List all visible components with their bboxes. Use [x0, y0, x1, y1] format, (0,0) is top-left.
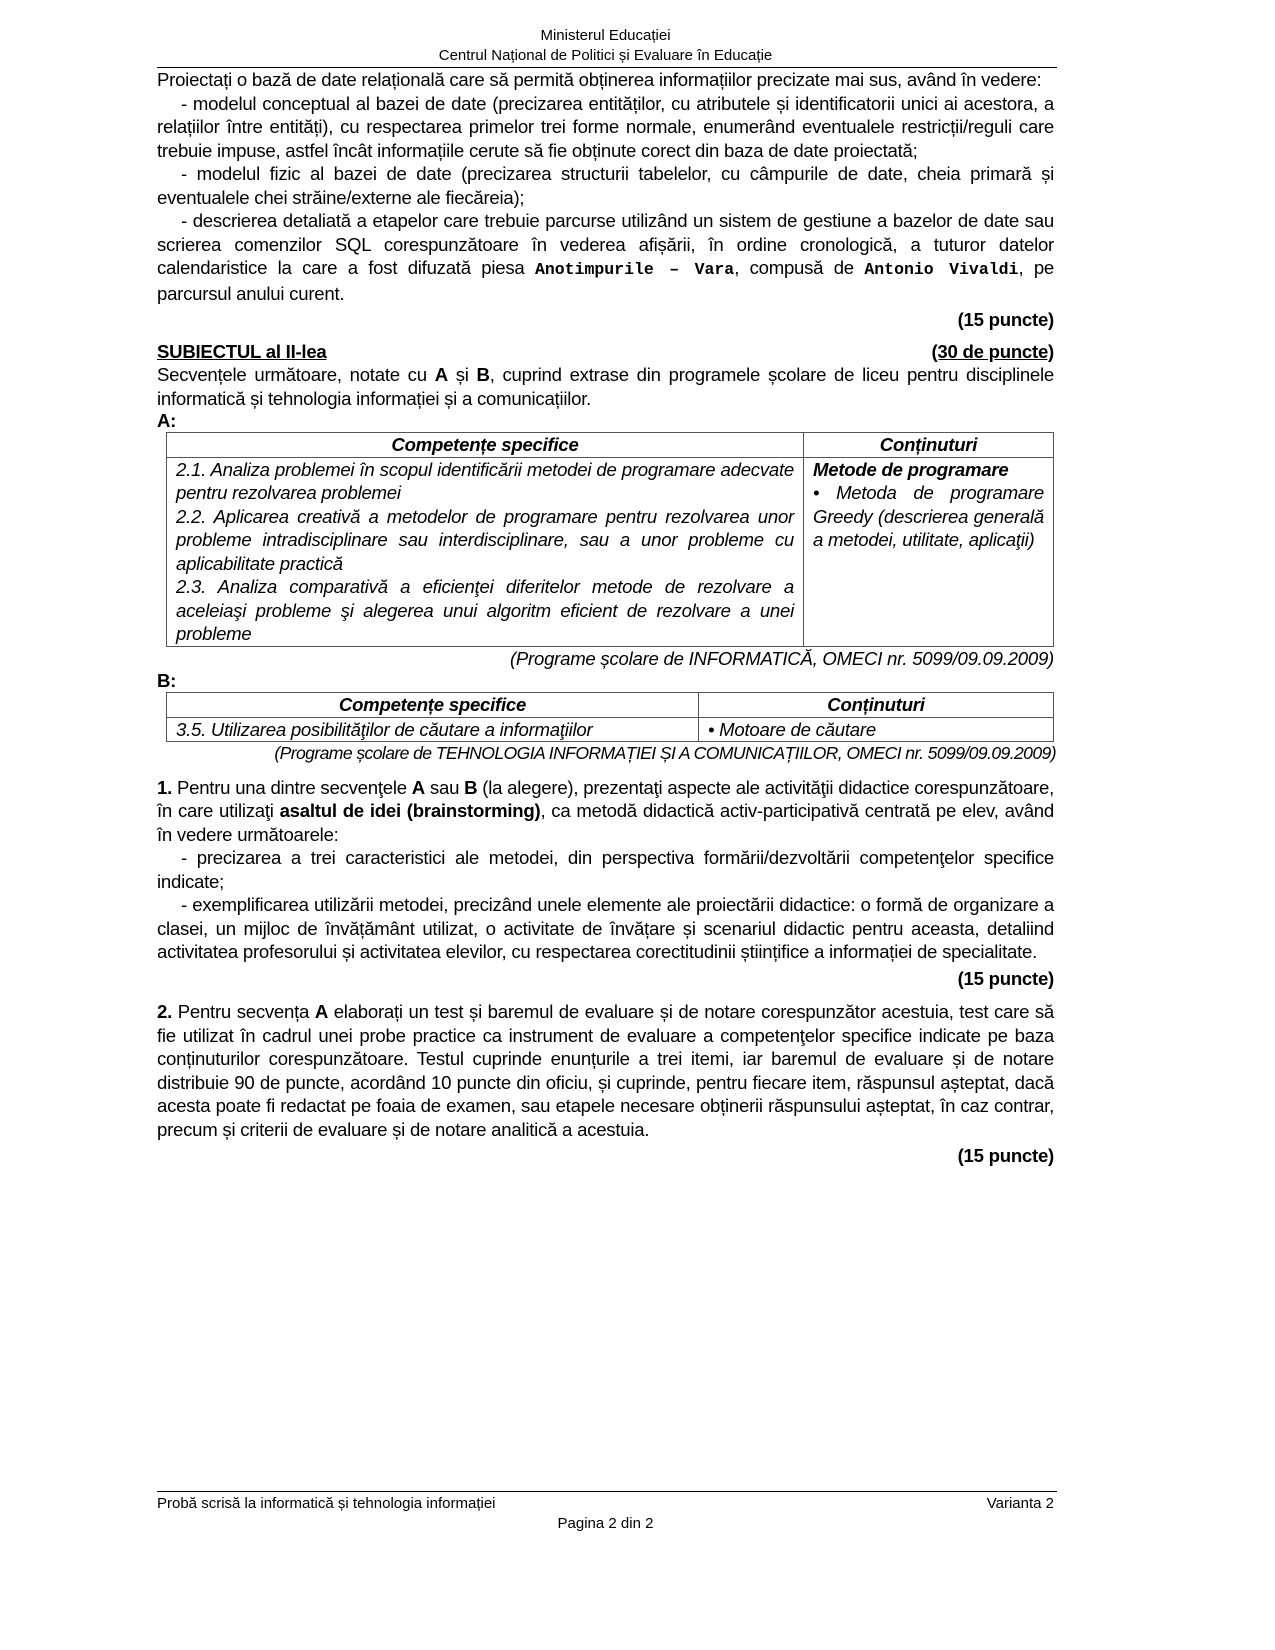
composer-name: Antonio Vivaldi	[864, 260, 1019, 279]
question-1-bullet: - exemplificarea utilizării metodei, precizând unele elemente ale proiectării didactice: o formă de organizare a clasei, un mijloc de învățământ utilizat, o activitate de învățare și scenariul didactic pentru aceasta, detaliind activitatea profesorului și activitatea elevilor, cu respectarea corectitudinii științifice a informației de specialitate.	[157, 894, 1054, 962]
variant: Varianta 2	[986, 1495, 1054, 1512]
page-number: Pagina 2 din 2	[557, 1515, 654, 1532]
points-label: (15 puncte)	[957, 309, 1054, 330]
sequence-b-table	[166, 692, 1054, 742]
content-cell: • Motoare de căutare	[699, 717, 1054, 742]
subject-title: SUBIECTUL al II-lea	[157, 340, 327, 362]
points-label: (15 puncte)	[957, 1145, 1054, 1166]
page-header	[157, 26, 1054, 66]
question-1-bullet: - precizarea a trei caracteristici ale metodei, din perspectiva formării/dezvoltării competenţelor specifice indicate;	[157, 847, 1054, 892]
ministry-name: Ministerul Educației	[540, 27, 671, 44]
competences-cell: 2.1. Analiza problemei în scopul identificării metodei de programare adecvate pentru rezolvarea problemei 2.2. Aplicarea creativă a metodelor de programare pentru rezolvarea unor probleme intradisciplinare sau interdisciplinare, sau a unor probleme cu aplicabilitate practică 2.3. Analiza comparativă a eficienţei diferitelor metode de rezolvare a aceleiaşi probleme şi alegerea unui algoritm eficient de rezolvare a unei probleme	[167, 457, 804, 646]
column-header: Competențe specifice	[167, 433, 804, 458]
requirement-sql: - descrierea detaliată a etapelor care trebuie parcurse utilizând un sistem de gestiune a bazelor de date sau scrierea comenzilor SQL corespunzătoare în vederea afișării, în ordine cronologică, a tuturor datelor calendaristice la care a fost difuzată piesa Anotimpurile – Vara, compusă de Antonio Vivaldi, pe parcursul anului curent.	[157, 210, 1055, 304]
source-b: (Programe școlare de TEHNOLOGIA INFORMAȚIEI ȘI A COMUNICAȚIILOR, OMECI nr. 5099/09.09.2009)	[274, 743, 1056, 763]
center-name: Centrul Național de Politici și Evaluare în Educație	[438, 47, 773, 64]
source-a: (Programe școlare de INFORMATICĂ, OMECI nr. 5099/09.09.2009)	[509, 647, 1054, 669]
question-2: 2. Pentru secvența A elaborați un test și baremul de evaluare și de notare corespunzător acestuia, test care să fie utilizat în cadrul unei probe practice ca instrument de evaluare a competenţelor specifice indicate pe baza conținuturilor corespunzătoare. Testul cuprinde enunțurile a trei itemi, iar baremul de evaluare și de notare distribuie 90 de puncte, acordând 10 puncte din oficiu, și cuprinde, pentru fiecare item, răspunsul așteptat, dacă acesta poate fi redactat pe foaia de examen, sau etapele necesare obținerii răspunsului așteptat, în caz contrar, precum și criterii de evaluare și de notare analitică a acestuia.	[157, 1001, 1054, 1140]
column-header: Conținuturi	[699, 693, 1054, 718]
requirement-conceptual: - modelul conceptual al bazei de date (precizarea entităților, cu atributele și identificatorii unici ai acestora, a relațiilor între entități), cu respectarea primelor trei forme normale, enumerând eventualele restricții/reguli care trebuie impuse, astfel încât informațiile cerute să fie obținute corect din baza de date proiectată;	[157, 92, 1054, 161]
subject-heading	[157, 340, 1054, 364]
footer-divider	[157, 1491, 1057, 1492]
column-header: Competențe specifice	[167, 693, 699, 718]
competence-cell: 3.5. Utilizarea posibilităţilor de căutare a informaţiilor	[167, 717, 699, 742]
exam-name: Probă scrisă la informatică și tehnologia informației	[157, 1495, 496, 1512]
requirement-physical: - modelul fizic al bazei de date (precizarea structurii tabelelor, cu câmpurile de date, cheia primară și eventualele chei străine/externe ale fiecăreia);	[157, 163, 1054, 208]
subject-intro: Secvențele următoare, notate cu A și B, cuprind extrase din programele școlare de liceu pentru disciplinele informatică și tehnologia informației și a comunicațiilor.	[157, 364, 1054, 409]
intro-paragraph: Proiectați o bază de date relațională care să permită obținerea informațiilor precizate mai sus, având în vedere:	[157, 69, 1042, 90]
page-footer	[157, 1494, 1054, 1534]
sequence-a-table	[166, 432, 1054, 647]
sequence-b-label: B:	[157, 670, 177, 691]
sequence-a-label: A:	[157, 410, 177, 431]
question-1: 1. Pentru una dintre secvenţele A sau B (la alegere), prezentaţi aspecte ale activităţii didactice corespunzătoare, în care utilizaţi asaltul de idei (brainstorming), ca metodă didactică activ-participativă centrată pe elev, având în vedere următoarele:	[157, 776, 1054, 845]
piece-name: Anotimpurile – Vara	[534, 260, 735, 279]
subject-points: (30 de puncte)	[931, 340, 1054, 362]
points-label: (15 puncte)	[957, 967, 1054, 989]
document-body	[157, 68, 1054, 1168]
contents-cell: Metode de programare • Metoda de programare Greedy (descrierea generală a metodei, utilitate, aplicaţii)	[804, 457, 1054, 646]
column-header: Conținuturi	[804, 433, 1054, 458]
